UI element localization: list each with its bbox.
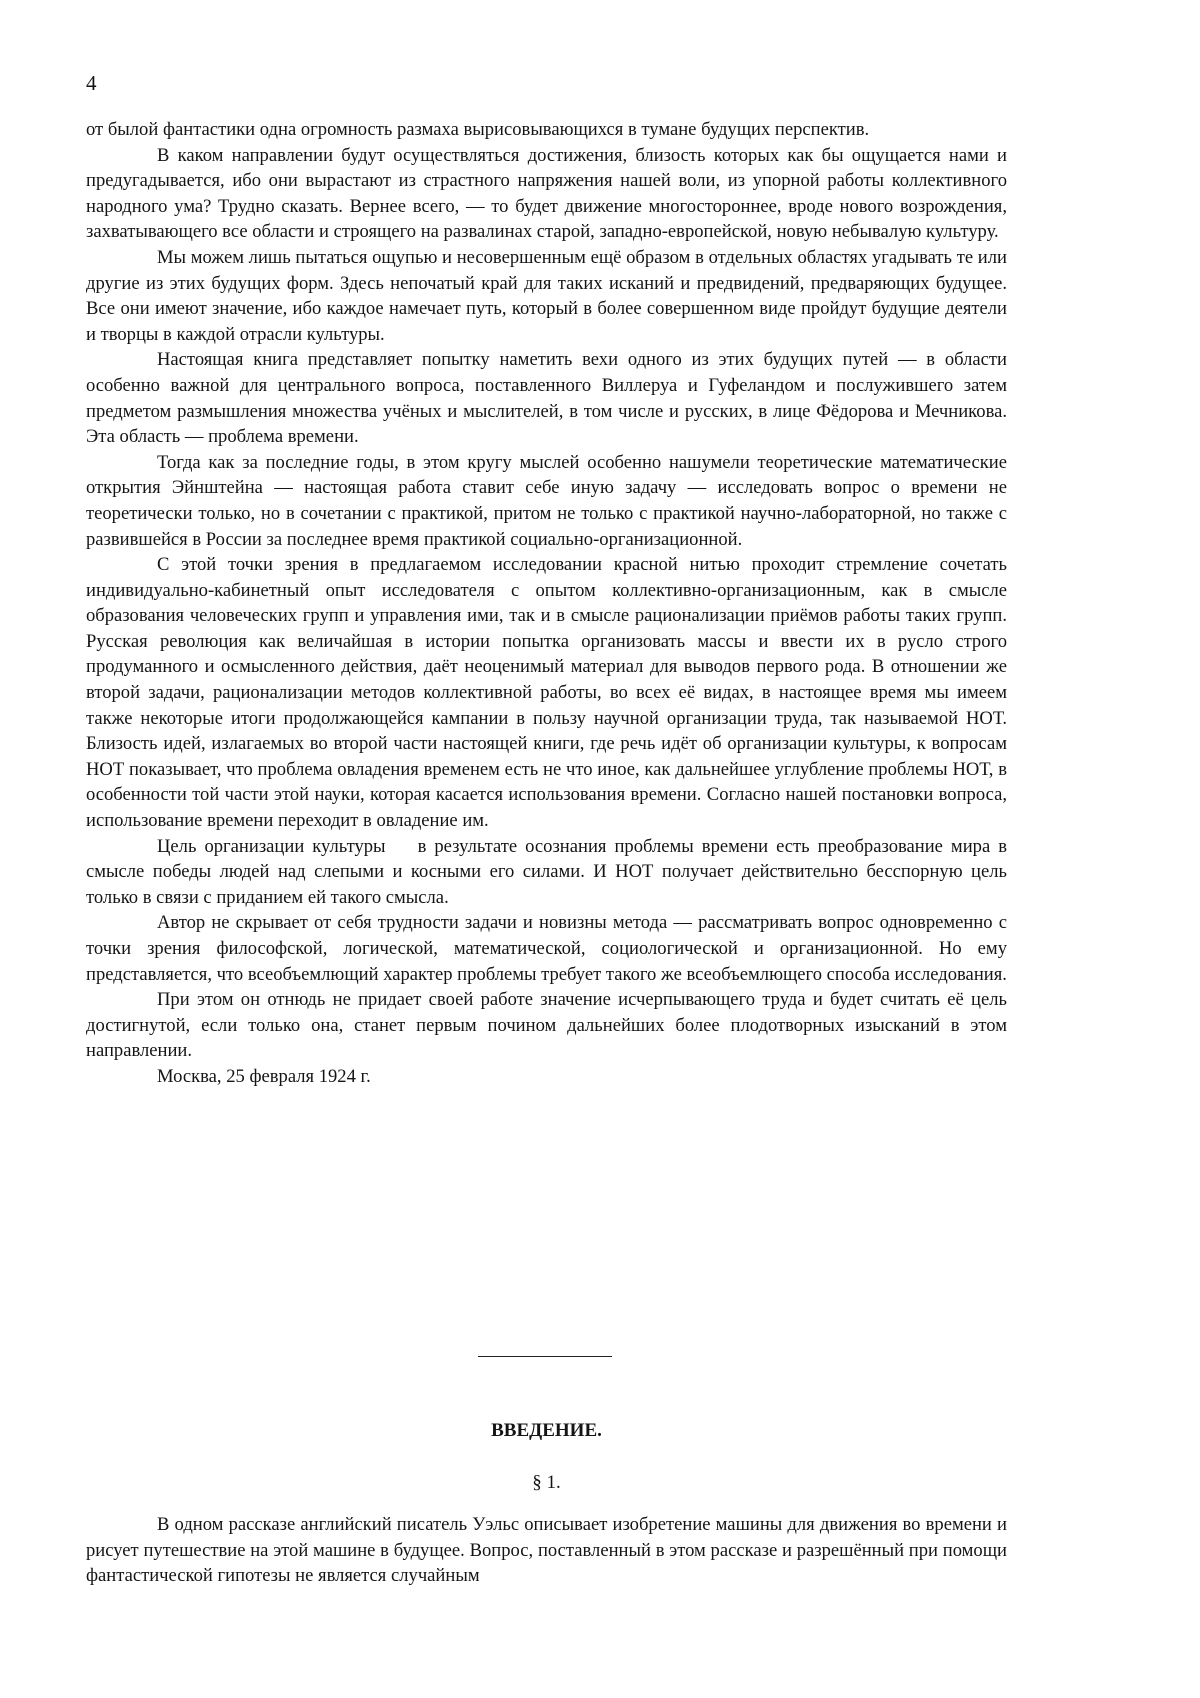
page-number: 4 xyxy=(86,71,97,95)
preface-text xyxy=(86,117,1012,1090)
preface-paragraph-9: При этом он отнюдь не придает своей работе значение исчерпывающего труда и будет считать её цель достигнутой, если только она, станет первым почином дальнейших более плодотворных изысканий в этом направлении. xyxy=(86,989,1007,1062)
preface-paragraph-3: Мы можем лишь пытаться ощупью и несовершенным ещё образом в отдельных областях угадывать те или другие из этих будущих форм. Здесь непочатый край для таких исканий и предвидений, предваряющих будущее. Все они имеют значение, ибо каждое намечает путь, который в более совершенном виде пройдут будущие деятели и творцы в каждой отрасли культуры. xyxy=(86,246,1007,345)
preface-paragraph-6: С этой точки зрения в предлагаемом исследовании красной нитью проходит стремление сочетать индивидуально-кабинетный опыт исследователя с опытом коллективно-организационным, как в смысле образования человеческих групп и управления ими, так и в смысле рационализации приёмов работы таких групп. Русская революция как величайшая в истории попытка организовать массы и ввести их в русло строго продуманного и осмысленного действия, даёт неоценимый материал для выводов первого рода. В отношении же второй задачи, рационализации методов коллективной работы, во всех её видах, в настоящее время мы имеем также некоторые итоги продолжающейся кампании в пользу научной организации труда, так называемой НОТ. Близость идей, излагаемых во второй части настоящей книги, где речь идёт об организации культуры, к вопросам НОТ показывает, что проблема овладения временем есть не что иное, как дальнейшее углубление проблемы НОТ, в особенности той части этой науки, которая касается использования времени. Согласно нашей постановки вопроса, использование времени переходит в овладение им. xyxy=(86,554,1007,832)
section-number: § 1. xyxy=(532,1472,561,1493)
preface-paragraph-4: Настоящая книга представляет попытку наметить вехи одного из этих будущих путей — в области особенно важной для центрального вопроса, поставленного Виллеруа и Гуфеландом и послужившего затем предметом размышления множества учёных и мыслителей, в том числе и русских, в лице Фёдорова и Мечникова. Эта область — проблема времени. xyxy=(86,349,1007,448)
introduction-text xyxy=(86,1512,1007,1589)
preface-signature: Москва, 25 февраля 1924 г. xyxy=(157,1065,371,1087)
introduction-heading: ВВЕДЕНИЕ. xyxy=(491,1420,602,1441)
preface-paragraph-7: Цель организации культуры в результате осознания проблемы времени есть преобразование мира в смысле победы людей над слепыми и косными его силами. И НОТ получает действительно бесспорную цель только в связи с приданием ей такого смысла. xyxy=(86,835,1012,908)
preface-paragraph-1: от былой фантастики одна огромность размаха вырисовывающихся в тумане будущих перспектив. xyxy=(86,119,870,140)
preface-paragraph-8: Автор не скрывает от себя трудности задачи и новизны метода — рассматривать вопрос одновременно с точки зрения философской, логической, математической, социологической и организационной. Но ему представляется, что всеобъемлющий характер проблемы требует такого же всеобъемлющего способа исследования. xyxy=(86,912,1007,985)
preface-paragraph-2: В каком направлении будут осуществляться достижения, близость которых как бы ощущается нами и предугадывается, ибо они вырастают из страстного напряжения нашей воли, из упорной работы коллективного народного ума? Трудно сказать. Вернее всего, — то будет движение многостороннее, вроде нового возрождения, захватывающего все области и строящего на развалинах старой, западно-европейской, новую небывалую культуру. xyxy=(86,144,1007,243)
preface-paragraph-5: Тогда как за последние годы, в этом кругу мыслей особенно нашумели теоретические математические открытия Эйнштейна — настоящая работа ставит себе иную задачу — исследовать вопрос о времени не теоретически только, но в сочетании с практикой, притом не только с практикой научно-лабораторной, но также с развившейся в России за последнее время практикой социально-организационной. xyxy=(86,451,1007,550)
section-separator xyxy=(478,1356,612,1357)
introduction-paragraph-1: В одном рассказе английский писатель Уэльс описывает изобретение машины для движения во времени и рисует путешествие на этой машине в будущее. Вопрос, поставленный в этом рассказе и разрешённый при помощи фантастической гипотезы не является случайным xyxy=(86,1514,1007,1587)
